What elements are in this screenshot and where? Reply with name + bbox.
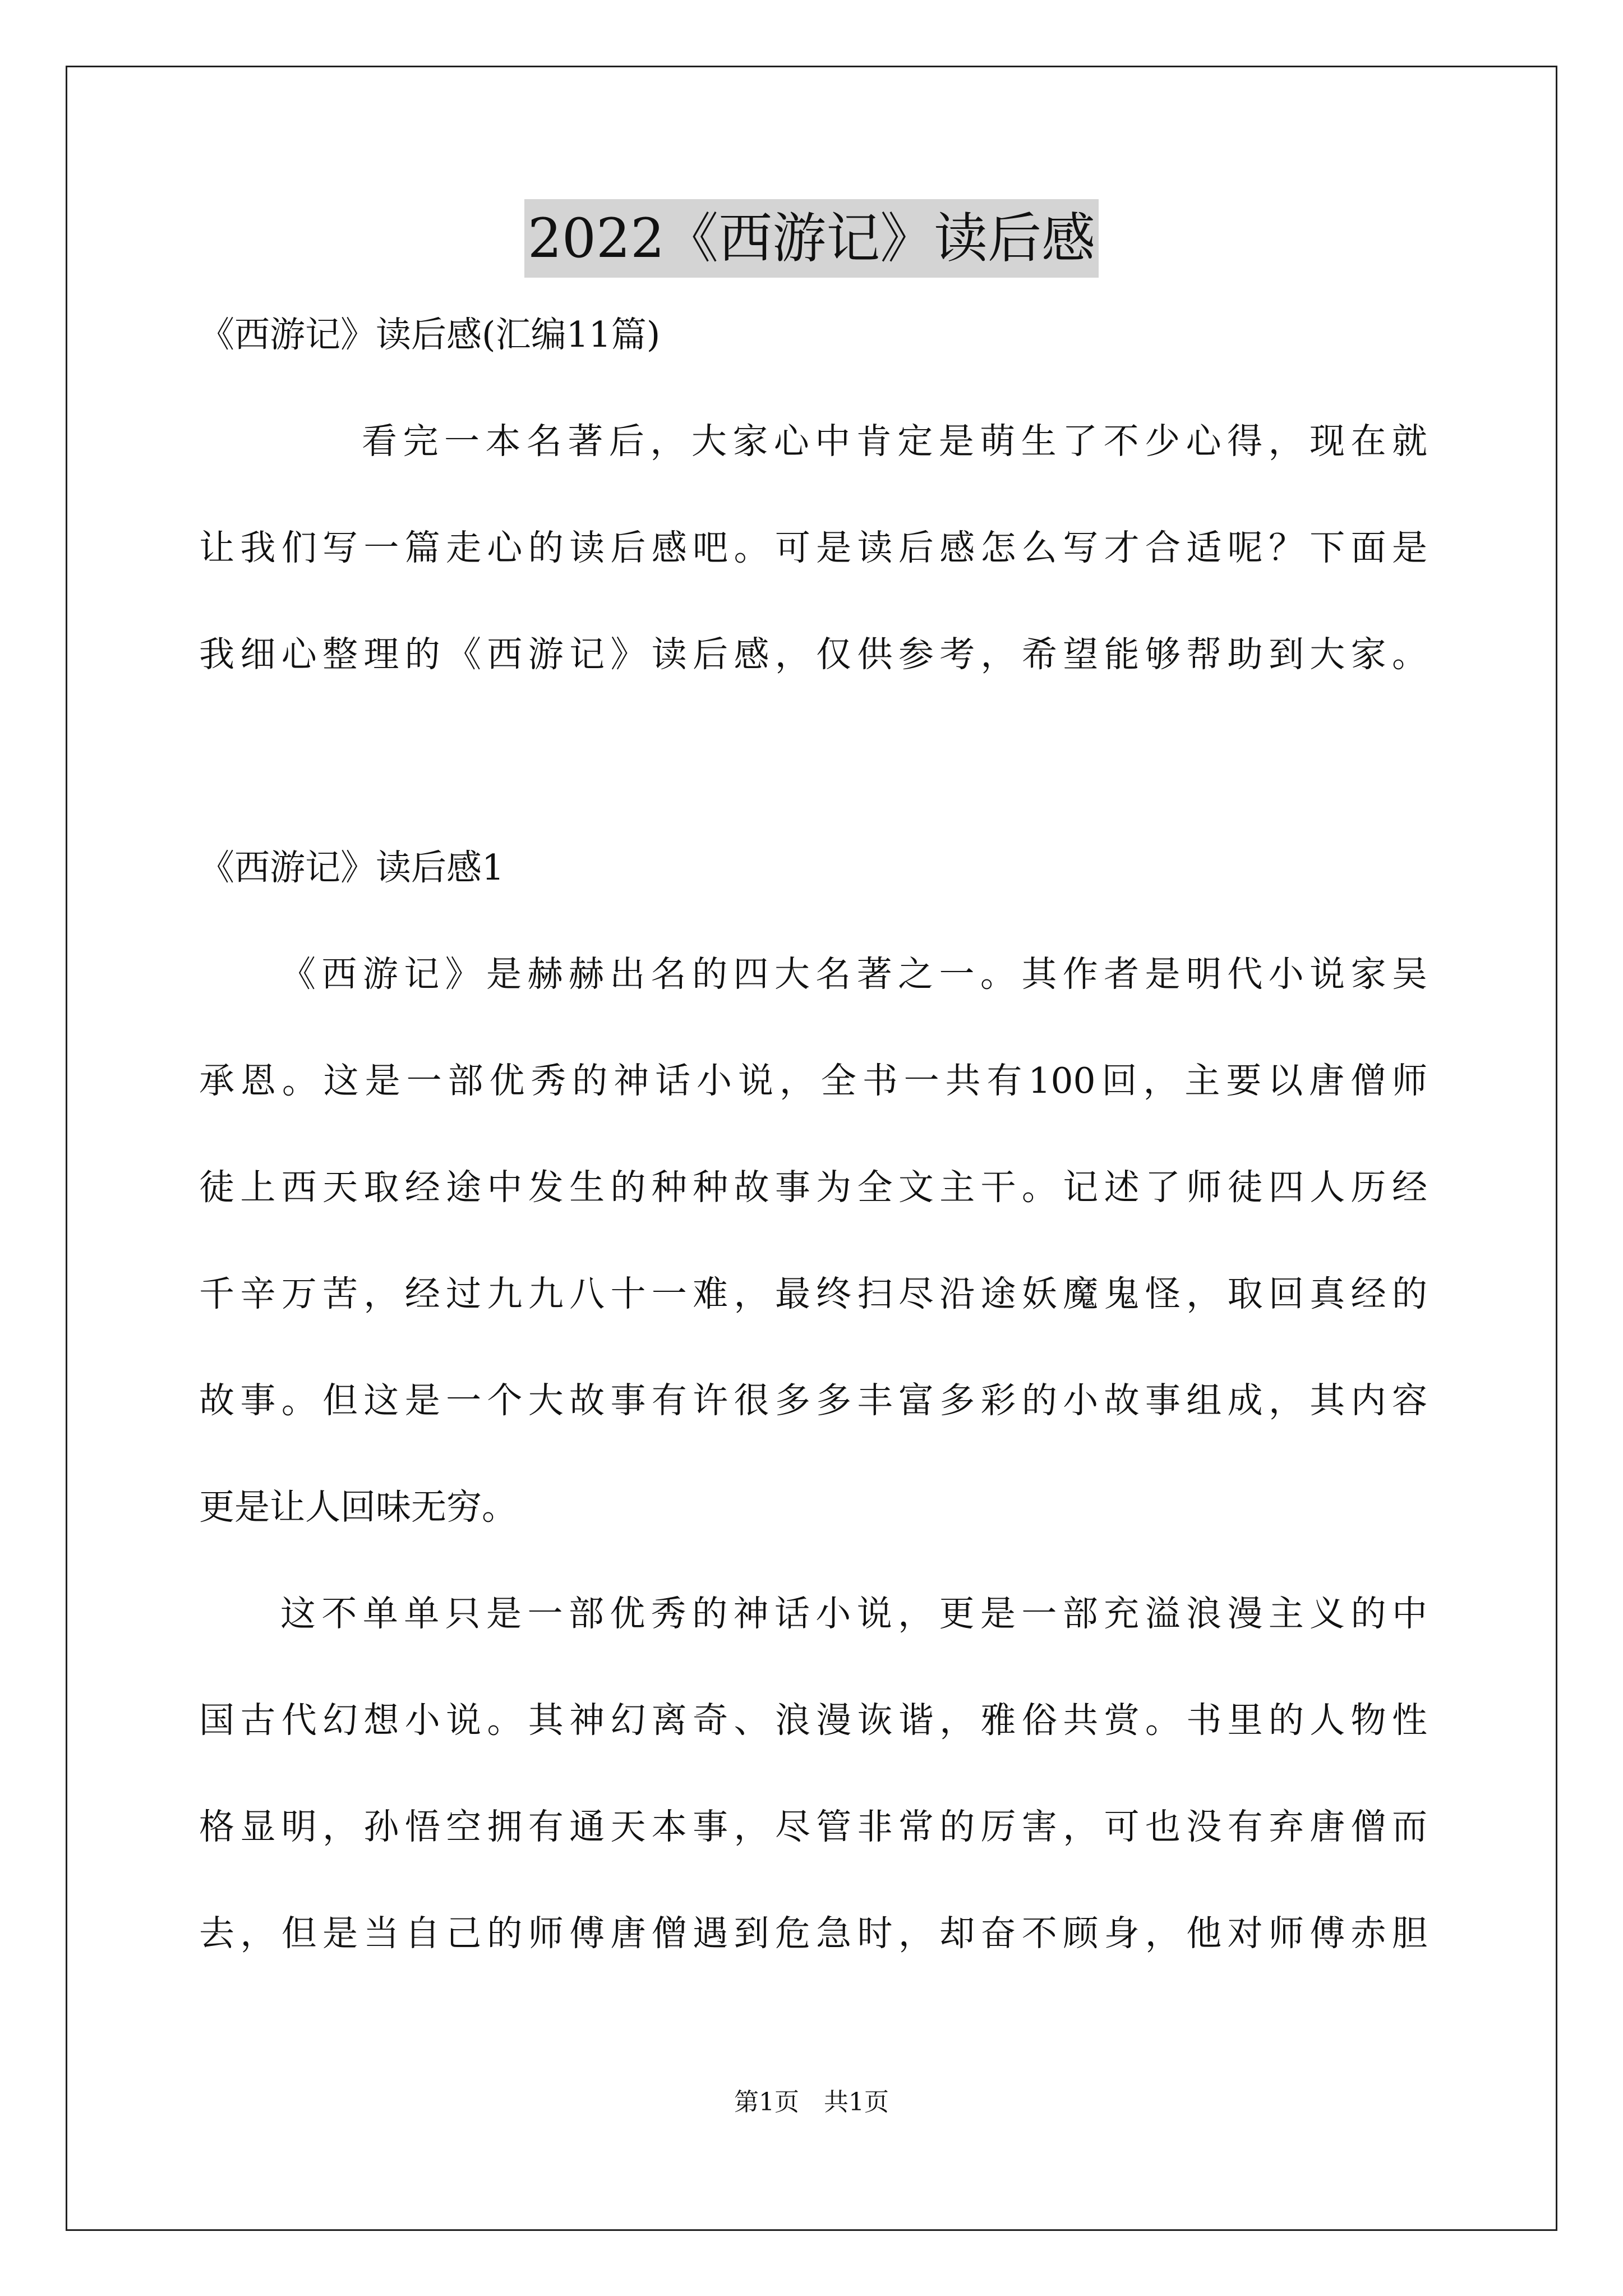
paragraph-line: 更是让人回味无穷。 xyxy=(199,1487,517,1527)
paragraph-line: 格显明，孙悟空拥有通天本事，尽管非常的厉害，可也没有弃唐僧而 xyxy=(199,1806,1427,1847)
paragraph-line: 故事。但这是一个大故事有许很多多丰富多彩的小故事组成，其内容 xyxy=(199,1380,1427,1421)
document-title: 2022《西游记》读后感 xyxy=(524,199,1099,278)
section-heading: 《西游记》读后感1 xyxy=(199,847,505,888)
page-total: 共1页 xyxy=(824,2088,889,2116)
intro-line: 我细心整理的《西游记》读后感，仅供参考，希望能够帮助到大家。 xyxy=(199,634,1427,675)
paragraph-line: 去，但是当自己的师傅唐僧遇到危急时，却奋不顾身，他对师傅赤胆 xyxy=(199,1913,1427,1954)
paragraph-line: 这不单单只是一部优秀的神话小说，更是一部充溢浪漫主义的中 xyxy=(280,1593,1427,1634)
paragraph-line: 千辛万苦，经过九九八十一难，最终扫尽沿途妖魔鬼怪，取回真经的 xyxy=(199,1273,1427,1314)
paragraph-line: 《西游记》是赫赫出名的四大名著之一。其作者是明代小说家吴 xyxy=(280,954,1427,995)
page-footer xyxy=(0,2086,1623,2119)
document-subtitle: 《西游记》读后感(汇编11篇) xyxy=(199,314,661,355)
intro-line: 看完一本名著后，大家心中肯定是萌生了不少心得，现在就 xyxy=(362,421,1427,462)
paragraph-line: 承恩。这是一部优秀的神话小说，全书一共有100回，主要以唐僧师 xyxy=(199,1060,1427,1101)
page-number: 第1页 xyxy=(734,2088,799,2116)
document-body xyxy=(199,309,1427,1960)
paragraph-line: 徒上西天取经途中发生的种种故事为全文主干。记述了师徒四人历经 xyxy=(199,1167,1427,1208)
title-wrap xyxy=(0,199,1623,278)
intro-line: 让我们写一篇走心的读后感吧。可是读后感怎么写才合适呢？下面是 xyxy=(199,527,1427,568)
paragraph-line: 国古代幻想小说。其神幻离奇、浪漫诙谐，雅俗共赏。书里的人物性 xyxy=(199,1700,1427,1741)
